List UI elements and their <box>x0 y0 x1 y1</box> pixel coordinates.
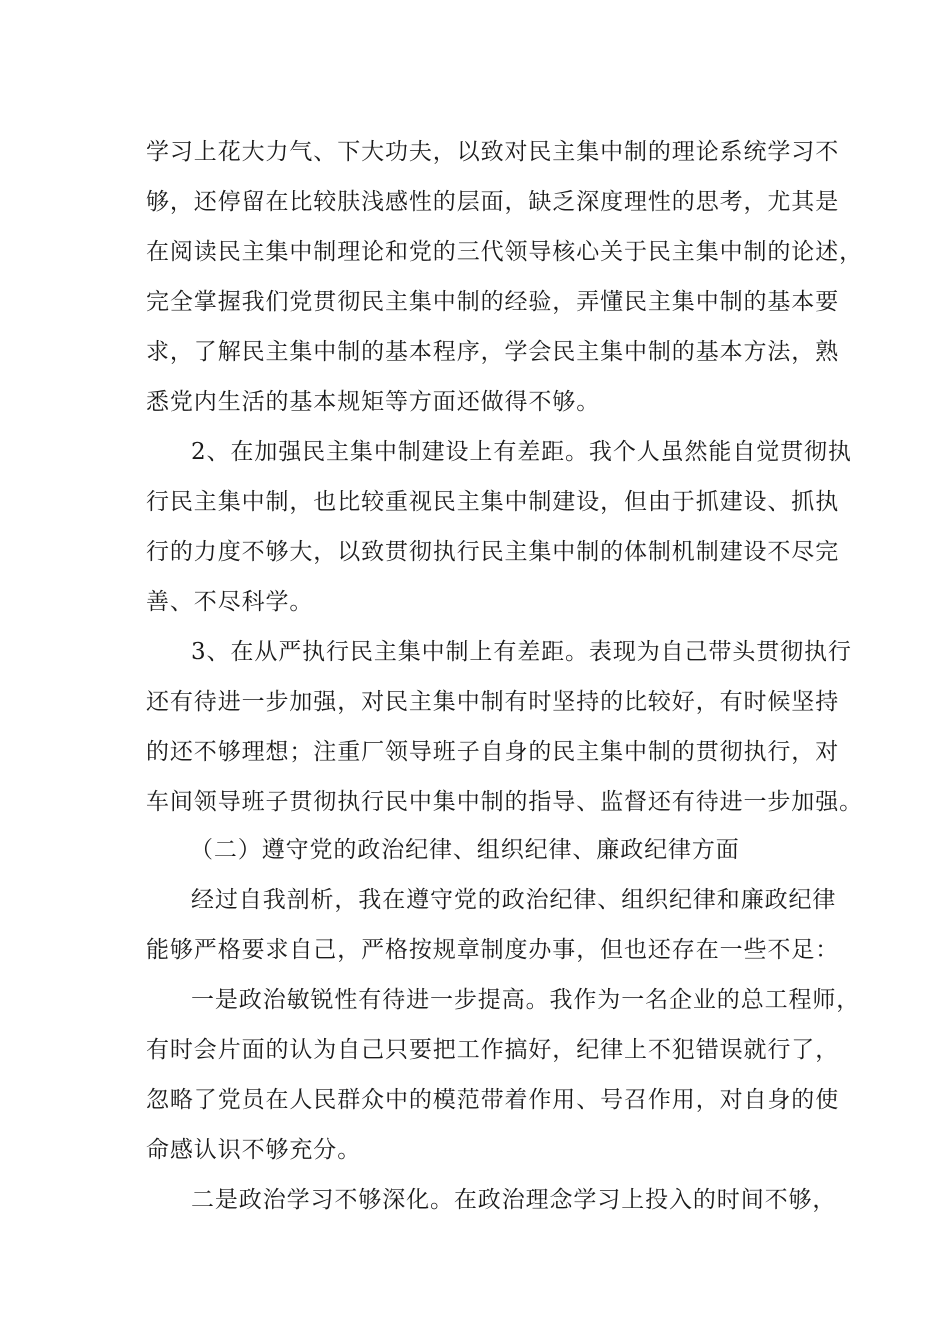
text-line: 求，了解民主集中制的基本程序，学会民主集中制的基本方法，熟 <box>146 339 840 365</box>
text-line: 善、不尽科学。 <box>146 589 314 615</box>
text-line: 悉党内生活的基本规矩等方面还做得不够。 <box>146 389 601 415</box>
text-line: 3、在从严执行民主集中制上有差距。表现为自己带头贯彻执行 <box>191 639 852 665</box>
text-line: 车间领导班子贯彻执行民中集中制的指导、监督还有待进一步加强。 <box>146 789 863 815</box>
text-line: 一是政治敏锐性有待进一步提高。我作为一名企业的总工程师， <box>191 987 861 1013</box>
text-line: 在阅读民主集中制理论和党的三代领导核心关于民主集中制的论述， <box>146 239 863 265</box>
text-line: 经过自我剖析，我在遵守党的政治纪律、组织纪律和廉政纪律 <box>191 887 837 913</box>
text-line: 命感认识不够充分。 <box>146 1137 362 1163</box>
text-line: 还有待进一步加强，对民主集中制有时坚持的比较好，有时候坚持 <box>146 689 840 715</box>
text-line: 2、在加强民主集中制建设上有差距。我个人虽然能自觉贯彻执 <box>191 439 852 465</box>
text-line: 有时会片面的认为自己只要把工作搞好，纪律上不犯错误就行了， <box>146 1037 840 1063</box>
text-line: 学习上花大力气、下大功夫，以致对民主集中制的理论系统学习不 <box>146 139 840 165</box>
section-heading: （二）遵守党的政治纪律、组织纪律、廉政纪律方面 <box>190 837 740 863</box>
text-line: 完全掌握我们党贯彻民主集中制的经验，弄懂民主集中制的基本要 <box>146 289 840 315</box>
text-line: 的还不够理想；注重厂领导班子自身的民主集中制的贯彻执行，对 <box>146 739 840 765</box>
text-line: 忽略了党员在人民群众中的模范带着作用、号召作用，对自身的使 <box>146 1087 840 1113</box>
text-line: 行的力度不够大，以致贯彻执行民主集中制的体制机制建设不尽完 <box>146 539 840 565</box>
text-line: 能够严格要求自己，严格按规章制度办事，但也还存在一些不足： <box>146 937 840 963</box>
text-line: 行民主集中制，也比较重视民主集中制建设，但由于抓建设、抓执 <box>146 489 840 515</box>
text-line: 够，还停留在比较肤浅感性的层面，缺乏深度理性的思考，尤其是 <box>146 189 840 215</box>
text-line: 二是政治学习不够深化。在政治理念学习上投入的时间不够， <box>191 1187 837 1213</box>
